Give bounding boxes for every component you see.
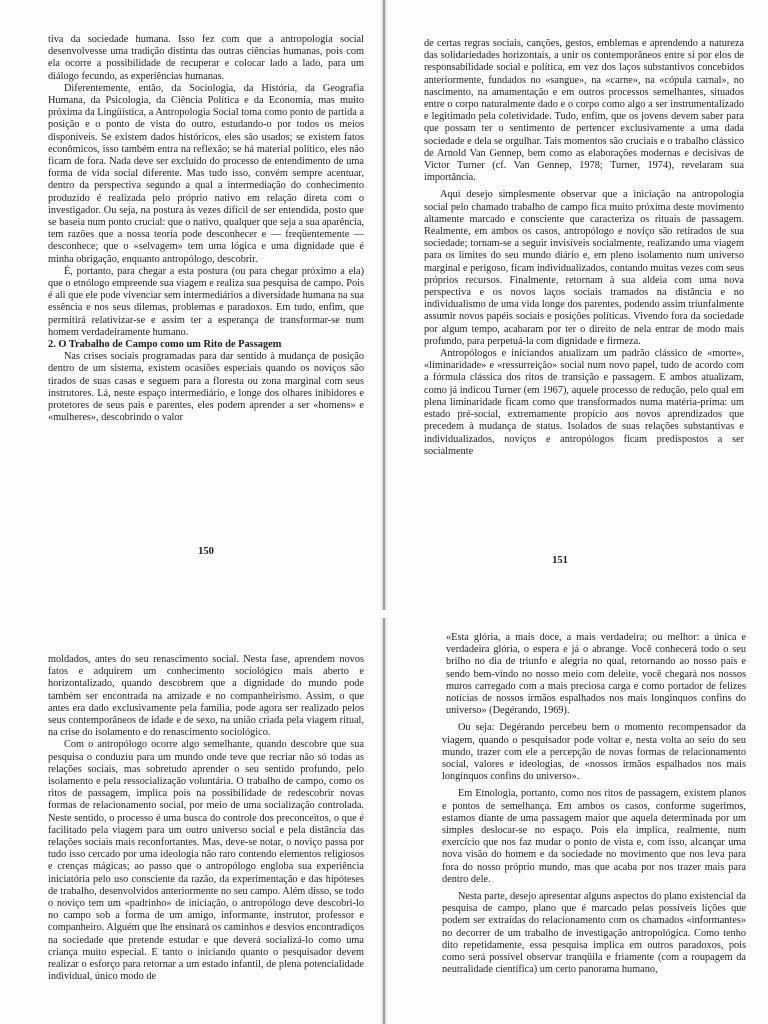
page-150 <box>0 0 384 610</box>
page-151-paragraph-2: Aqui desejo simplesmente observar que a iniciação na antropologia social pelo chamado trabalho de campo fica muito próxima deste movimento altamente marcado e consciente que caracteriza os rituais de passagem. Realmente, em ambos os casos, antropólogo e noviço são retirados de sua sociedade; tornam-se a seguir invisíveis socialmente, realizando uma viagem para os limites do seu mundo diário e, em pleno isolamento num universo marginal e perigoso, ficam individualizados, contando muitas vezes com seus próprios recursos. Finalmente, retornam à sua aldeia com uma nova perspectiva e os novos laços sociais tramados na distância e no individualismo de uma vida longe dos parentes, podendo assim triunfalmente assumir novos papéis sociais e posições políticas. Vivendo fora da sociedade por algum tempo, acabaram por ter o direito de nela entrar de modo mais profundo, para perpetuá-la com dignidade e firmeza. <box>424 189 744 347</box>
page-number-150: 150 <box>198 546 214 557</box>
page-153-text-column <box>442 632 746 976</box>
book-spine-bottom <box>380 618 388 1024</box>
page-153-paragraph-1: Ou seja: Degérando percebeu bem o momento recompensador da viagem, quando o pesquisador pode voltar e, nesta volta ao seio do seu mundo, trazer com ele a percepção de novas formas de relacionamento social, valores e ideologias, de «nossos irmãos espalhados nos mais longínquos confins do universo». <box>442 722 746 783</box>
page-151-paragraph-3: Antropólogos e iniciandos atualizam um padrão clássico de «morte», «liminaridade» e «ressurreição» social num novo papel, tudo de acordo com a fórmula clássica dos ritos de transição e passagem. E ambos atualizam, como já indicou Turner (em 1967), aquele processo de redução, pelo qual em plena liminaridade ficam como que transformados numa matéria-prima: um estado pré-social, extremamente propício aos novos aprendizados que precedem à mudança de status. Isolados de suas relações substantivas e individualizados, noviços e antropólogos ficam predispostos a ser socialmente <box>424 348 744 457</box>
page-150-paragraph-4: Nas crises sociais programadas para dar sentido à mudança de posição dentro de um sistema, existem ocasiões especiais quando os noviços são tirados de suas casas e seguem para a floresta ou zona marginal com seus instrutores. Lá, neste espaço intermediário, e longe dos olhares inibidores e protetores de seus pais e parentes, eles podem aprender a ser «homens» e «mulheres», descobrindo o valor <box>48 351 364 424</box>
page-152-text-column <box>48 654 364 983</box>
page-150-paragraph-1: tiva da sociedade humana. Isso fez com que a antropologia social desenvolvesse uma tradição distinta das outras ciências humanas, pois com ela ocorre a possibilidade de recuperar e colocar lado a lado, para um diálogo fecundo, as experiências humanas. <box>48 34 364 82</box>
page-150-paragraph-3: É, portanto, para chegar a esta postura (ou para chegar próximo a ela) que o etnólogo empreende sua viagem e realiza sua pesquisa de campo. Pois é ali que ele pode vivenciar sem intermediários a diversidade humana na sua essência e nos seus dilemas, problemas e paradoxos. Em tudo, enfim, que permitirá relativizar-se e assim ter a esperança de transformar-se num homem verdadeiramente humano. <box>48 265 364 338</box>
page-number-151: 151 <box>552 555 568 566</box>
page-152 <box>0 618 384 1024</box>
block-quote: «Esta glória, a mais doce, a mais verdadeira; ou melhor: a única e verdadeira glória, o espera e já o abrange. Você conhecerá todo o seu brilho no dia de triunfo e alegria no qual, retornando ao nosso país e sendo bem-vindo no nosso meio com deleite, você chegará nos nossos muros carregado com a mais preciosa carga e como portador de felizes notícias de nossos irmãos espalhados nos mais longínquos confins do universo» (Degérando, 1969). <box>446 632 746 717</box>
page-153-paragraph-2: Em Etnologia, portanto, como nos ritos de passagem, existem planos e pontos de semelhança. Em ambos os casos, conforme sugerimos, estamos diante de uma passagem maior que aquela determinada por um simples deslocar-se no espaço. Pois ela implica, realmente, num exercício que nos faz mudar o ponto de vista e, com isso, alcançar uma nova visão do homem e da sociedade no movimento que nos leva para fora do nosso próprio mundo, mas que acaba por nos trazer mais para dentro dele. <box>442 788 746 885</box>
page-152-paragraph-2: Com o antropólogo ocorre algo semelhante, quando descobre que sua pesquisa o conduziu para um mundo onde teve que recriar não só todas as relações sociais, mas sobretudo aprender o seu sentido profundo, pelo isolamento e pela ressocialização voluntária. O trabalho de campo, como os ritos de passagem, implica pois na possibilidade de redescobrir novas formas de relacionamento social, por meio de uma socialização controlada. Neste sentido, o processo é uma busca do controle dos preconceitos, o que é facilitado pela viagem para um outro universo social e pela distância das relações sociais mais reconfortantes. Mas, deve-se notar, o noviço passa por tudo isso cercado por uma ideologia não raro contendo elementos religiosos e crenças mágicas; ao passo que o antropólogo engloba sua experiência iniciatória pelo uso consciente da razão, da experimentação e das hipóteses de trabalho, desenvolvidos anteriormente no seu campo. Além disso, se todo o noviço tem um «padrinho» de iniciação, o antropólogo deve descobri-lo no campo sob a forma de um amigo, informante, instrutor, professor e companheiro. Alguém que lhe ensinará os caminhos e desvios encontradiços na sociedade que pretende estudar e que deverá socializá-lo como uma criança muito especial. E tanto o iniciando quanto o pesquisador devem realizar o esforço para retornar a um estado infantil, de plena potencialidade individual, único modo de <box>48 739 364 983</box>
page-151 <box>384 0 768 610</box>
page-150-text-column <box>48 34 364 425</box>
page-153 <box>384 618 768 1024</box>
book-spine-top <box>380 0 388 610</box>
section-heading: 2. O Trabalho de Campo como um Rito de Passagem <box>48 339 282 351</box>
page-152-paragraph-1: moldados, antes do seu renascimento social. Nesta fase, aprendem novos fatos e adquirem um conhecimento sociológico mais aberto e horizontalizado, quando descobrem que a dignidade do mundo pode também ser encontrada na amizade e no companheirismo. Assim, o que antes era dado exclusivamente pela família, pode agora ser realizado pelos seus contemporâneos de idade e de sexo, na união criada pela viagem ritual, na crise do isolamento e do renascimento sociológico. <box>48 654 364 739</box>
page-153-paragraph-3: Nesta parte, desejo apresentar alguns aspectos do plano existencial da pesquisa de campo, plano que é marcado pelas possíveis lições que podem ser extraídas do relacionamento com os chamados «informantes» no decorrer de um trabalho de investigação antropológica. Como tenho dito repetidamente, essa pesquisa implica em outros paradoxos, pois como será possível observar tranqüila e friamente (com a roupagem da neutralidade científica) um certo panorama humano, <box>442 891 746 976</box>
page-151-text-column <box>424 38 744 458</box>
page-150-paragraph-2: Diferentemente, então, da Sociologia, da História, da Geografia Humana, da Psicologia, da Ciência Política e da Economia, mas muito próxima da Lingüística, a Antropologia Social toma como ponto de partida a posição e o ponto de vista do outro, estudando-o por todos os meios disponíveis. Se existem dados históricos, eles são usados; se existem fatos econômicos, isso também entra na reflexão; se há material político, eles não ficam de fora. Nada deve ser excluído do processo de entendimento de uma forma de vida social diferente. Mas tudo isso, convém sempre acentuar, dentro da perspectiva segundo a qual a intermediação do conhecimento produzido é realizada pelo próprio nativo em relação direta com o investigador. Ou seja, na postura às vezes difícil de ser entendida, posto que se baseia num ponto crucial: que o nativo, qualquer que seja a sua aparência, tem razões que a nossa teoria pode desconhecer e — freqüentemente — desconhece; que o «selvagem» tem uma lógica e uma dignidade que é minha obrigação, enquanto antropólogo, descobrir. <box>48 82 364 265</box>
page-151-paragraph-1: de certas regras sociais, canções, gestos, emblemas e aprendendo a natureza das solidariedades horizontais, a unir os contemporâneos entre si por elos de responsabilidade social e política, em vez dos laços substantivos concebidos anteriormente, fundados no «sangue», na «carne», na «cópula carnal», no nascimento, na amamentação e em outros processos semelhantes, situados entre o corpo naturalmente dado e o corpo como algo a ser instrumentalizado e legitimado pela coletividade. Tudo, enfim, que os jovens devem saber para que possam ter o sentimento de pertencer exclusivamente a uma dada sociedade e dela se orgulhar. Tais momentos são cruciais e o trabalho clássico de Arnold Van Gennep, bem como as elaborações modernas e decisivas de Victor Turner (cf. Van Gennep, 1978; Turner, 1974), revelaram sua importância. <box>424 38 745 184</box>
page-separator <box>0 610 768 618</box>
